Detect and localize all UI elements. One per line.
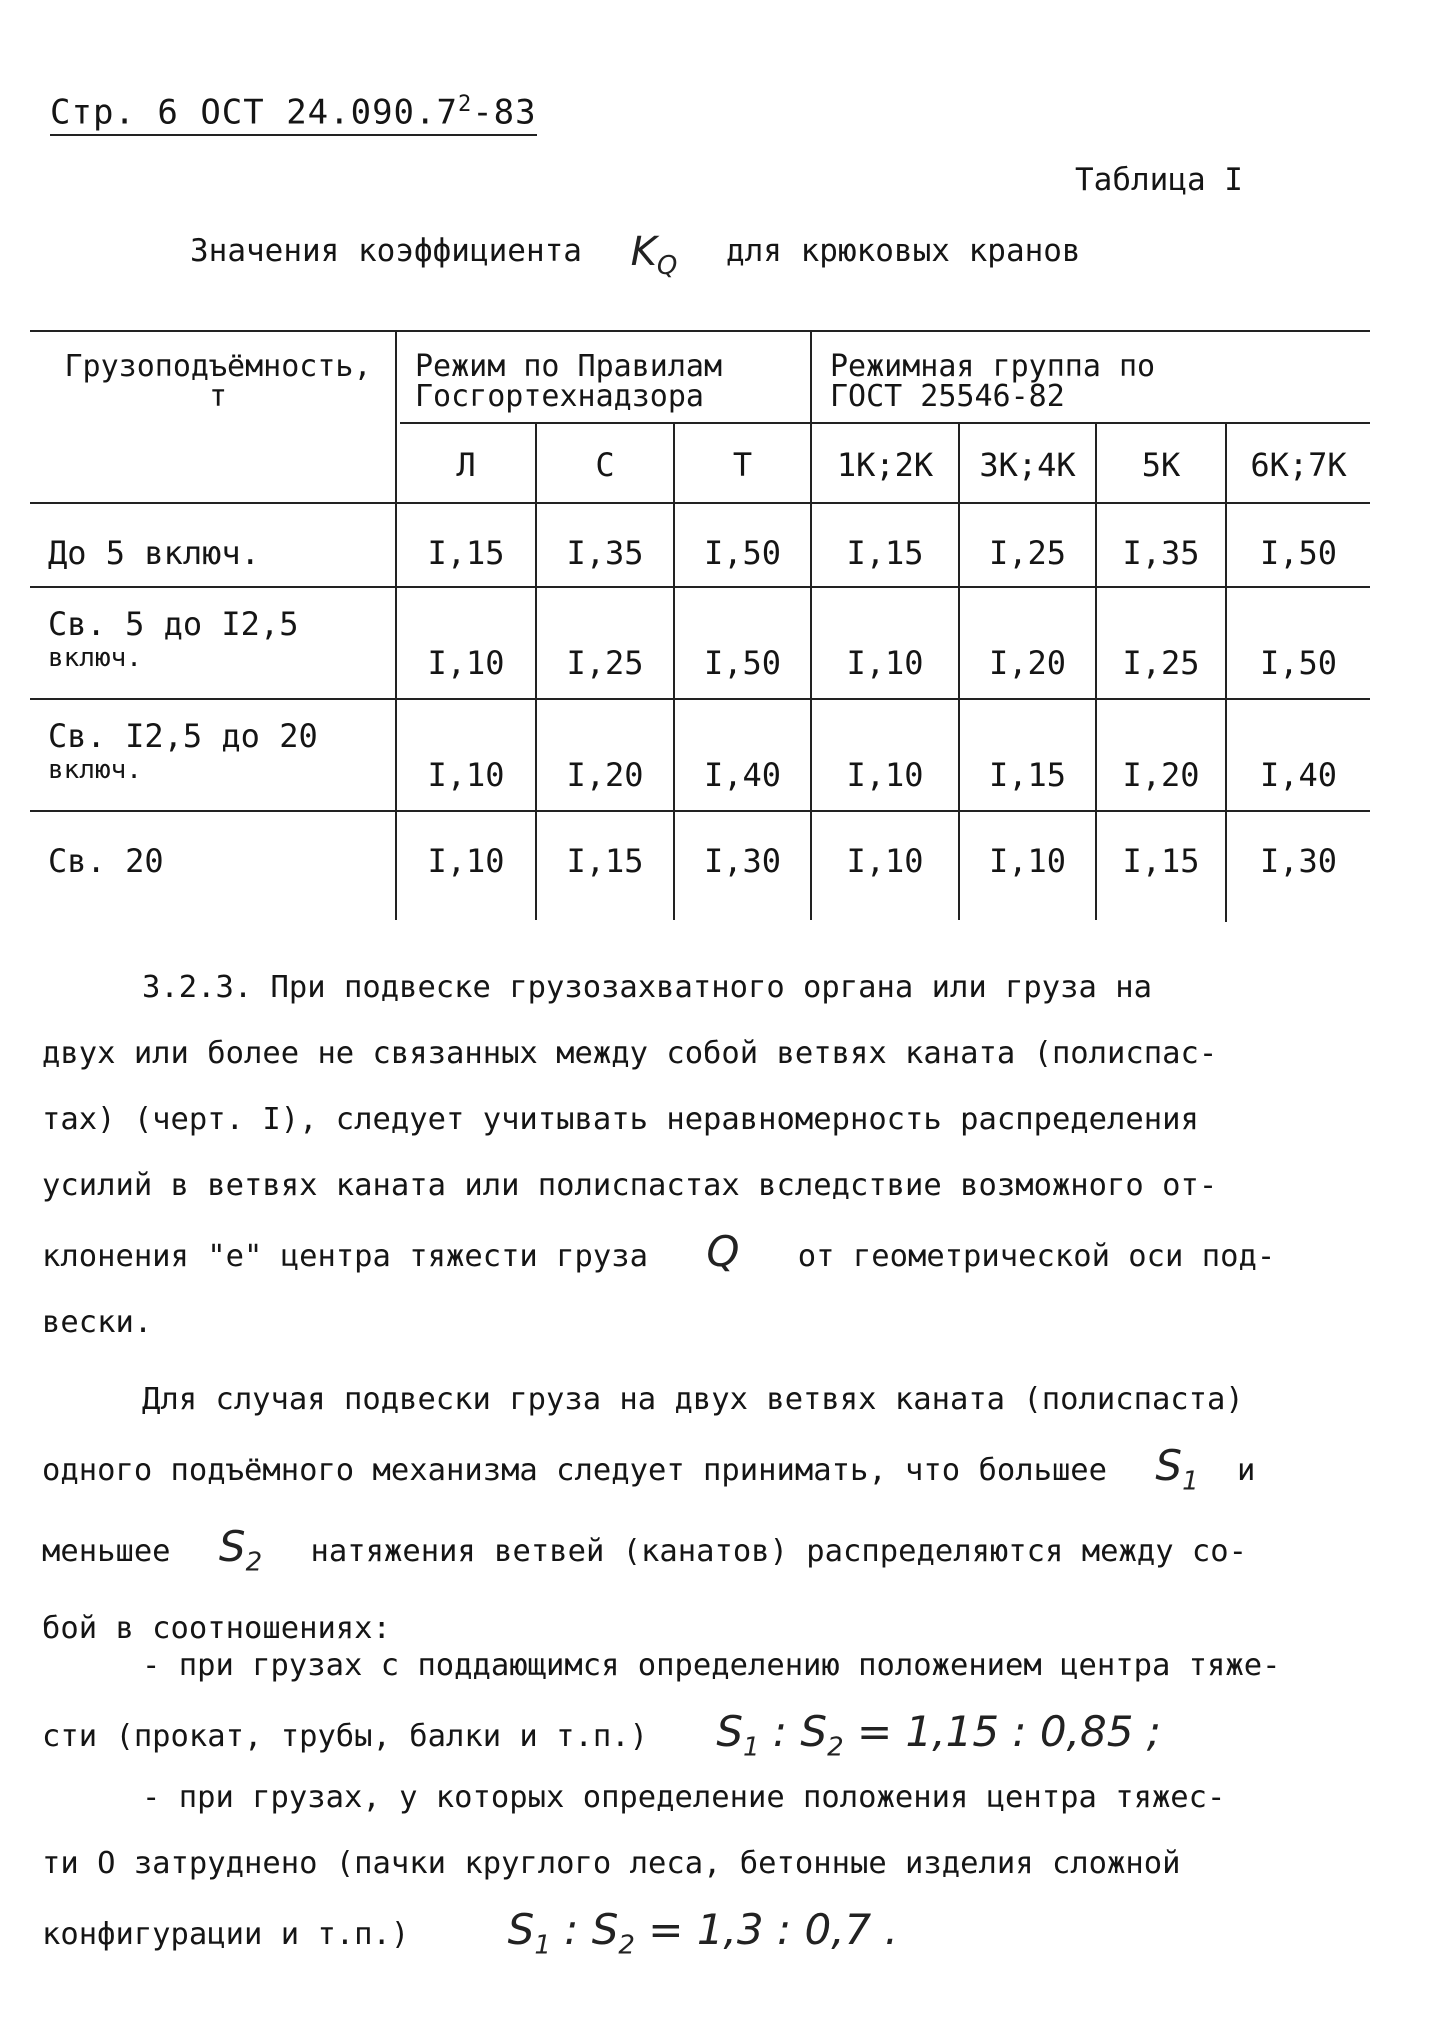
text-line: сти (прокат, трубы, балки и т.п.) $S_1$ : $S_2 = 1,15$ : 0,85 ; [42,1707,1161,1763]
subheader-t: Т [732,446,753,484]
cell-value: I,50 [1259,644,1338,682]
cell-value: I,15 [427,534,505,572]
text-line: - при грузах, у которых определение положения центра тяжес- [142,1780,1226,1815]
standard-year: -83 [472,92,537,133]
cell-value: I,10 [846,644,924,682]
cell-value: I,10 [988,842,1067,880]
cell-value: I,35 [566,534,644,572]
cell-value: I,15 [566,842,644,880]
table-label: Таблица I [1075,162,1243,198]
tension-s1: $S_1$ [1155,1441,1199,1497]
cell-value: I,10 [427,842,505,880]
text-line: меньшее $S_2$ натяжения ветвей (канатов) распределяются между со- [42,1522,1248,1578]
ratio-formula-2: $S_1$ : $S_2 = 1,3$ : 0,7 . [507,1905,898,1961]
cell-value: I,15 [846,534,924,572]
cell-value: I,40 [703,756,782,794]
ratio-formula-1: $S_1$ : $S_2 = 1,15$ : 0,85 ; [716,1707,1161,1763]
cell-value: I,30 [703,842,782,880]
cell-value: I,20 [1122,756,1200,794]
text-line: Для случая подвески груза на двух ветвях каната (полиспаста) [142,1382,1244,1417]
table-rule [30,810,1370,812]
bullet-known-center [42,1633,1382,1780]
text-line: одного подъёмного механизма следует принимать, что большее $S_1$ и [42,1441,1256,1497]
table-rule [395,330,397,920]
cell-value: I,30 [1259,842,1338,880]
cell-value: I,10 [427,644,505,682]
page-header [50,92,537,136]
table-rule [30,586,1370,588]
text-line: ти О затруднено (пачки круглого леса, бетонные изделия сложной [42,1846,1181,1881]
text-line: вески. [42,1305,153,1340]
table-rule [30,330,1370,332]
subheader-l: Л [456,446,476,484]
cell-value: I,25 [1122,644,1200,682]
tension-s2: $S_2$ [218,1522,263,1578]
text-line: усилий в ветвях каната или полиспастах вследствие возможного от- [42,1168,1218,1203]
cell-value: I,20 [988,644,1067,682]
text-line: - при грузах с поддающимся определению положением центра тяже- [142,1648,1281,1683]
page-number: Стр. 6 [50,92,179,133]
cell-value: I,10 [427,756,505,794]
standard-superscript: 2 [457,92,473,117]
cell-value: I,50 [703,644,782,682]
row-capacity: Св. 5 до I2,5 включ. [48,605,299,673]
table-title-before: Значения коэффициента [190,233,582,269]
text-line: 3.2.3. При подвеске грузозахватного органа или груза на [142,970,1152,1005]
text-line: тах) (черт. I), следует учитывать неравномерность распределения [42,1102,1199,1137]
cell-value: I,25 [988,534,1067,572]
table-rule [30,698,1370,700]
row-capacity: Св. 20 [48,842,164,880]
bullet-unknown-center [42,1765,1382,1978]
cell-value: I,25 [566,644,644,682]
cell-value: I,35 [1122,534,1200,572]
capacity-header: Грузоподъёмность, т [64,349,372,414]
paragraph-two-branches [42,1367,1382,1662]
row-capacity: Св. I2,5 до 20 включ. [48,717,318,785]
table-rule [810,330,812,920]
text-line: бой в соотношениях: [42,1610,391,1646]
cell-value: I,10 [846,756,924,794]
gost-group-header: Режимная группа по ГОСТ 25546-82 [830,349,1156,414]
standard-code: ОСТ 24.090.7 [200,92,458,133]
cell-value: I,50 [703,534,782,572]
table-title [190,225,1081,281]
cell-value: I,10 [846,842,924,880]
table-title-after: для крюковых кранов [725,233,1081,269]
subheader-3k4k: 3К;4К [979,446,1076,484]
cell-value: I,15 [988,756,1067,794]
text-line: двух или более не связанных между собой ветвях каната (полиспас- [42,1036,1218,1071]
cell-value: I,40 [1259,756,1338,794]
table-rule [30,502,1370,504]
subheader-1k2k: 1К;2К [836,446,934,484]
cell-value: I,15 [1122,842,1200,880]
coefficient-table [30,322,1370,922]
text-line: конфигурации и т.п.) $S_1$ : $S_2 = 1,3$ : 0,7 . [42,1905,898,1961]
cell-value: I,20 [566,756,644,794]
subheader-6k7k: 6К;7К [1250,446,1347,484]
subheader-s: С [595,446,615,484]
subheader-5k: 5К [1141,446,1181,484]
rostekhnadzor-mode-header: Режим по Правилам Госгортехнадзора [415,349,723,414]
row-capacity: До 5 включ. [48,534,260,572]
text-line: клонения "е" центра тяжести груза Q от геометрической оси под- [42,1227,1276,1276]
cell-value: I,50 [1259,534,1338,572]
coefficient-symbol: $K_Q$ [630,229,678,281]
section-3-2-3 [42,955,1382,1356]
load-symbol: Q [706,1227,740,1276]
